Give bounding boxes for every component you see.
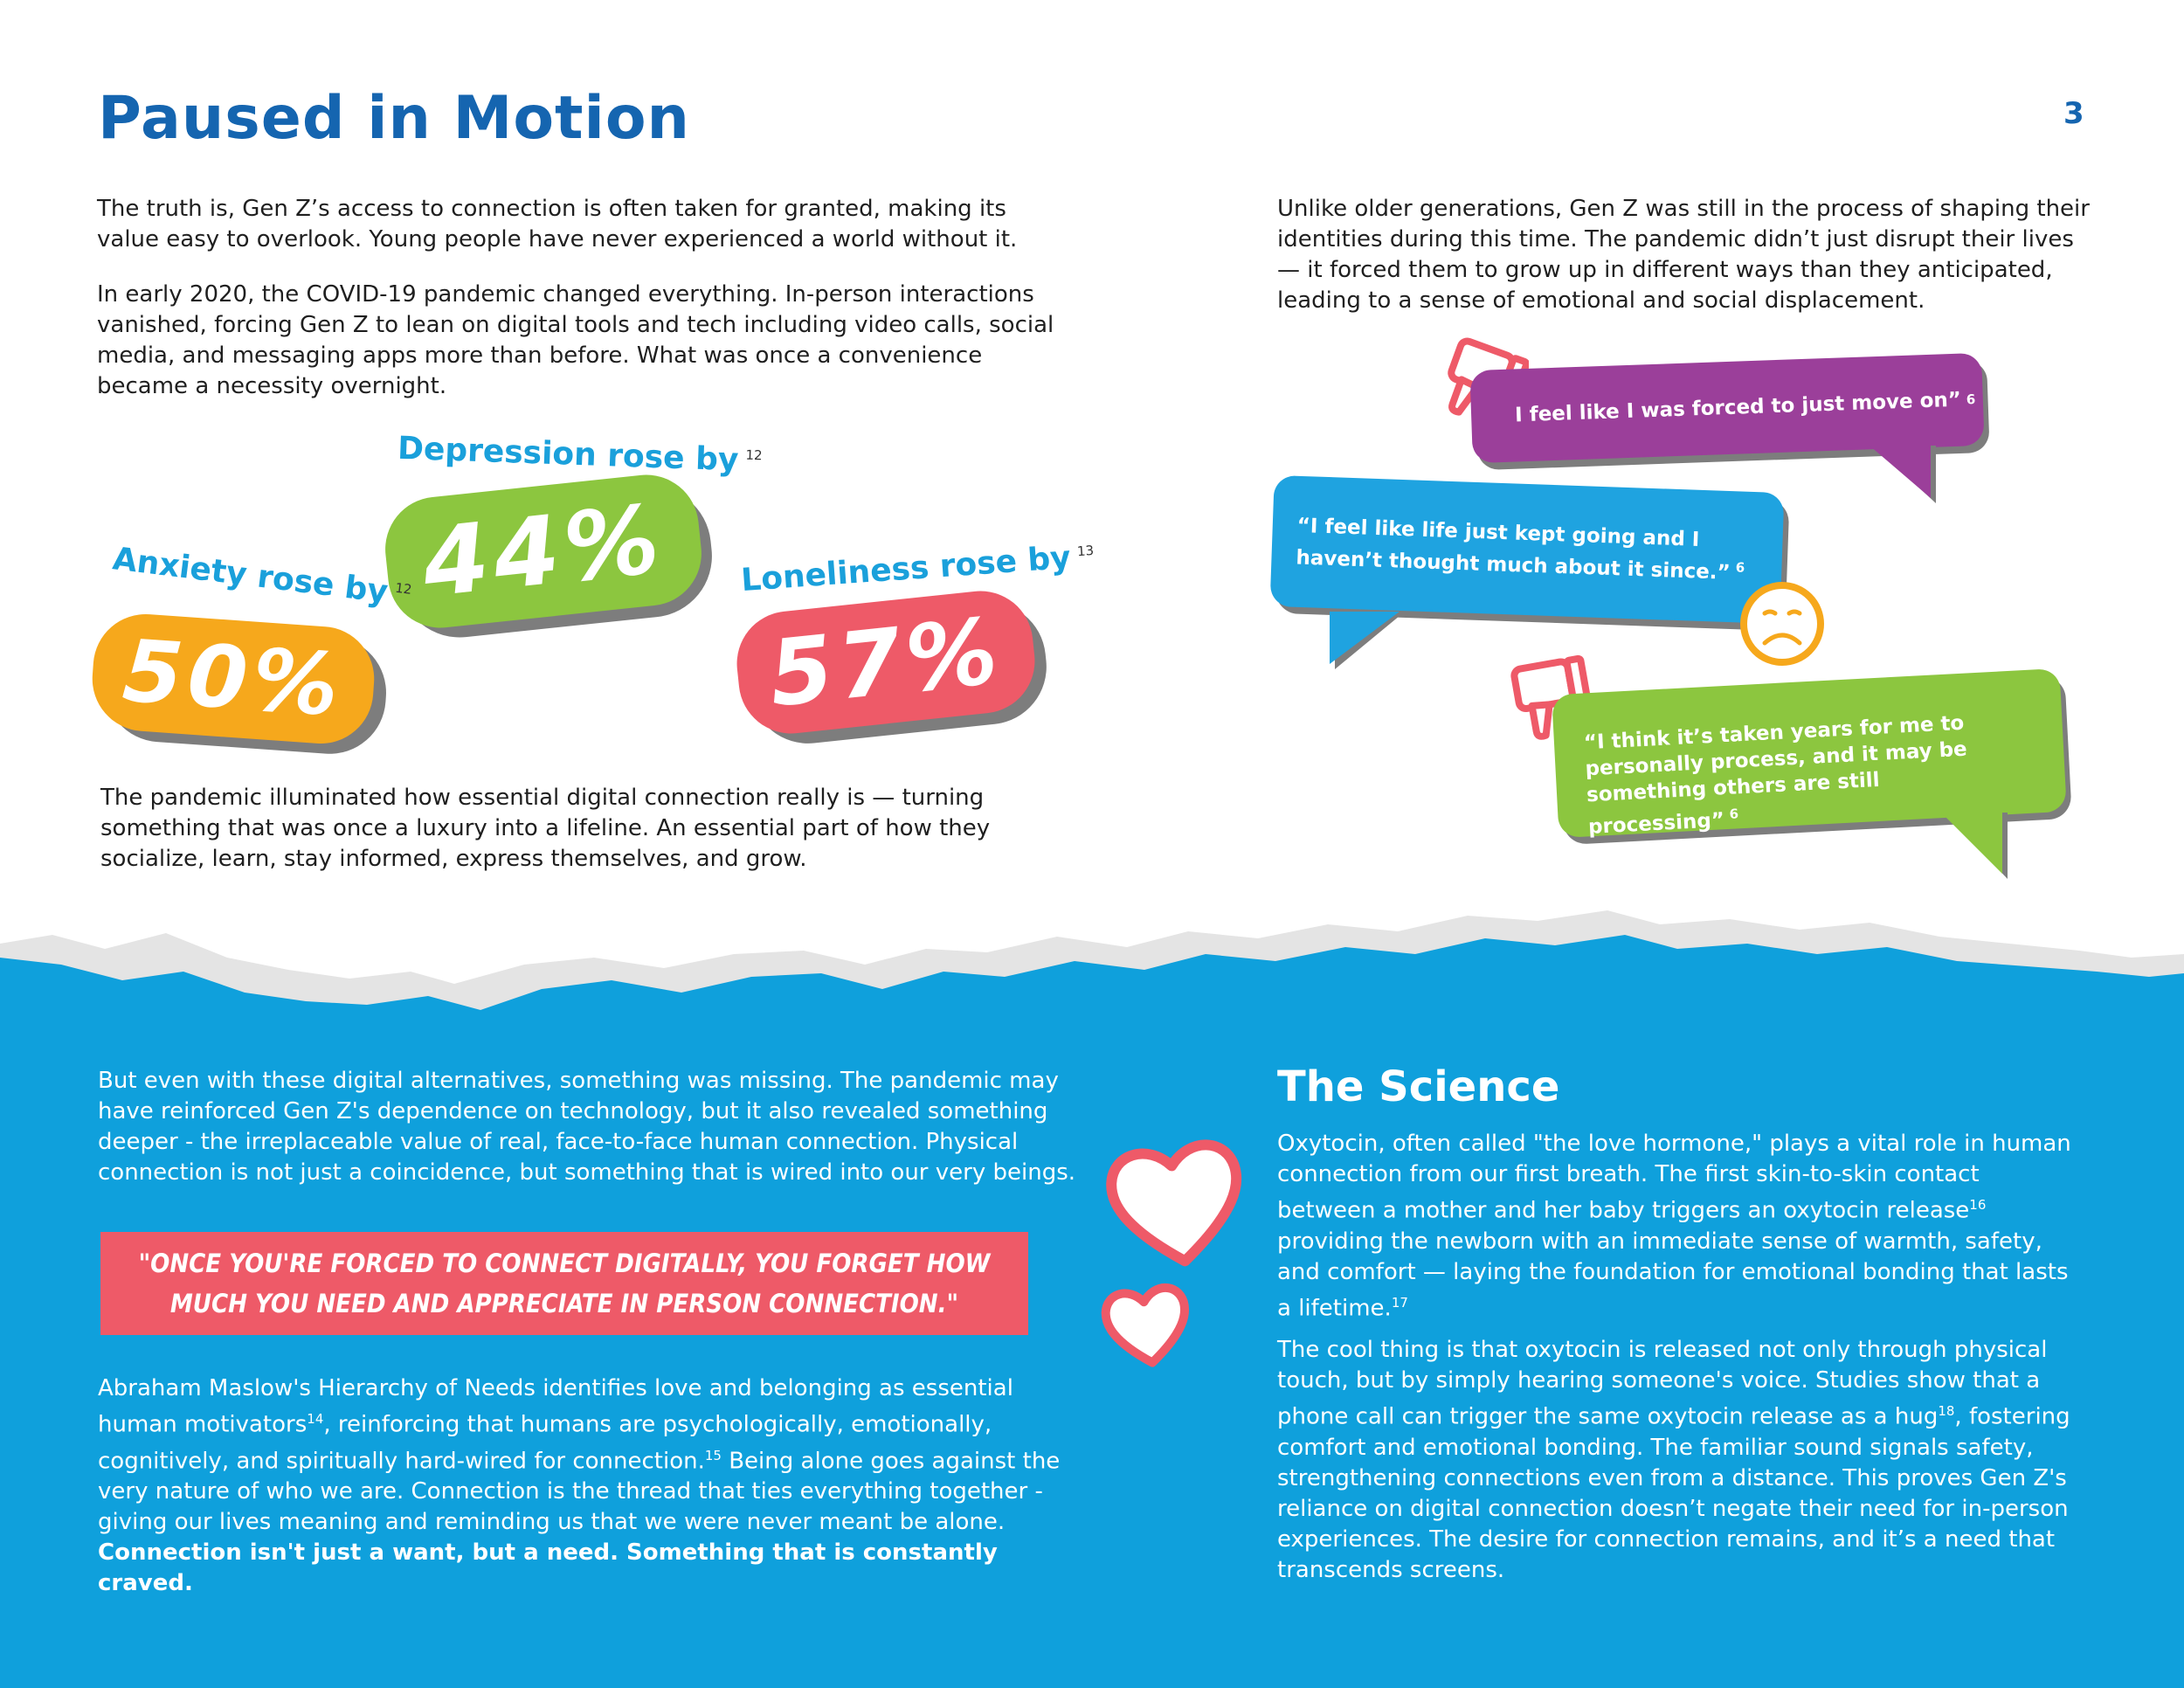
maslow-text-c: Being alone goes against the very nature of who we are. Connection is the thread that ties everything together - giving our lives meaning and reminding us that we were never meant be alone.	[98, 1448, 1061, 1536]
quote-3-text: “I think it’s taken years for me to personally process, and it may be something others are still processing”	[1583, 711, 1968, 839]
quote-bubble-3-tail	[1941, 813, 2011, 882]
page-title: Paused in Motion	[98, 84, 690, 153]
intro-paragraph-1: The truth is, Gen Z’s access to connection is often taken for granted, making its value easy to overlook. Young people have never experienced a world without it.	[97, 196, 1018, 253]
anxiety-value-blob: 50%	[89, 611, 378, 747]
quote-bubble-1-tail	[1870, 446, 1939, 507]
science-ref-16: 16	[1969, 1197, 1987, 1213]
intro-paragraph-2: In early 2020, the COVID-19 pandemic changed everything. In-person interactions vanished, forcing Gen Z to lean on digital tools and tech including video calls, social media, and messaging apps more than before. What was once a convenience became a necessity overnight.	[97, 281, 1054, 399]
quote-2-text: “I feel like life just kept going and I haven’t thought much about it since.”	[1296, 514, 1731, 585]
loneliness-label	[740, 538, 1095, 598]
banner-quote-text: "ONCE YOU'RE FORCED TO CONNECT DIGITALLY, YOU FORGET HOW MUCH YOU NEED AND APPRECIATE IN PERSON CONNECTION."	[138, 1249, 991, 1318]
science-paragraph-2	[1277, 1335, 2081, 1586]
depression-label-text: Depression rose by	[397, 430, 740, 479]
maslow-bold-conclusion: Connection isn't just a want, but a need. Something that is constantly craved.	[98, 1539, 998, 1597]
heart-icon-large	[1102, 1132, 1251, 1276]
anxiety-label	[111, 541, 413, 613]
page-number: 3	[2063, 96, 2084, 131]
science-p2-text-a: The cool thing is that oxytocin is released not only through physical touch, but by simply hearing someone's voice. Studies show that a phone call can trigger the same oxytocin release as a hug	[1277, 1337, 2048, 1430]
quote-1-ref: 6	[1966, 391, 1976, 408]
science-p1-text-b: providing the newborn with an immediate sense of warmth, safety, and comfort — laying the foundation for emotional bonding that lasts a lifetime.	[1277, 1228, 2069, 1322]
anxiety-label-text: Anxiety rose by	[110, 541, 390, 611]
science-p1-text-a: Oxytocin, often called "the love hormone," plays a vital role in human connection from our first breath. The first skin-to-skin contact between a mother and her baby triggers an oxytocin release	[1277, 1131, 2071, 1224]
right-intro-paragraph: Unlike older generations, Gen Z was still in the process of shaping their identities during this time. The pandemic didn’t just disrupt their lives — it forced them to grow up in different ways than they anticipated, leading to a sense of emotional and social displacement.	[1277, 196, 2090, 314]
science-ref-17: 17	[1391, 1294, 1408, 1311]
loneliness-label-text: Loneliness rose by	[740, 539, 1072, 599]
quote-3-ref: 6	[1729, 806, 1739, 822]
maslow-ref-14: 14	[307, 1411, 324, 1427]
heart-icon-small	[1099, 1279, 1195, 1374]
maslow-text-a: Abraham Maslow's Hierarchy of Needs identifies love and belonging as essential human motivators	[98, 1375, 1013, 1438]
anxiety-ref: 12	[394, 579, 413, 598]
quote-bubble-2-tail	[1330, 612, 1408, 673]
quote-banner	[100, 1232, 1028, 1335]
science-p2-text-b: , fostering comfort and emotional bonding. The familiar sound signals safety, strengthening connections even from a distance. This proves Gen Z's reliance on digital connection doesn’t negate their need for in-person experiences. The desire for connection remains, and it’s a need that transcends screens.	[1277, 1403, 2070, 1583]
depression-label	[397, 431, 763, 480]
maslow-ref-15: 15	[704, 1447, 722, 1463]
science-title: The Science	[1277, 1062, 1560, 1111]
depression-value-blob: 44%	[380, 470, 707, 633]
quote-2-ref: 6	[1735, 559, 1745, 576]
loneliness-ref: 13	[1076, 542, 1095, 560]
depression-ref: 12	[745, 446, 763, 464]
quote-1-text: I feel like I was forced to just move on”	[1514, 388, 1962, 427]
quote-bubble-2	[1270, 475, 1785, 624]
science-ref-18: 18	[1938, 1403, 1955, 1419]
intro-paragraph-3: The pandemic illuminated how essential digital connection really is — turning something that was once a luxury into a lifeline. An essential part of how they socialize, learn, stay informed, express themselves, and grow.	[100, 785, 991, 872]
lower-left-paragraph-2	[98, 1373, 1076, 1599]
lower-left-paragraph-1: But even with these digital alternatives, something was missing. The pandemic may have reinforced Gen Z's dependence on technology, but it also revealed something deeper - the irreplaceable value of real, face-to-face human connection. Physical connection is not just a coincidence, but something that is wired into our very beings.	[98, 1068, 1076, 1186]
loneliness-value-blob: 57%	[732, 586, 1040, 739]
sad-face-icon	[1738, 580, 1826, 671]
maslow-text-b: , reinforcing that humans are psychologically, emotionally, cognitively, and spiritually hard-wired for connection.	[98, 1411, 992, 1475]
science-paragraph-1	[1277, 1129, 2081, 1324]
